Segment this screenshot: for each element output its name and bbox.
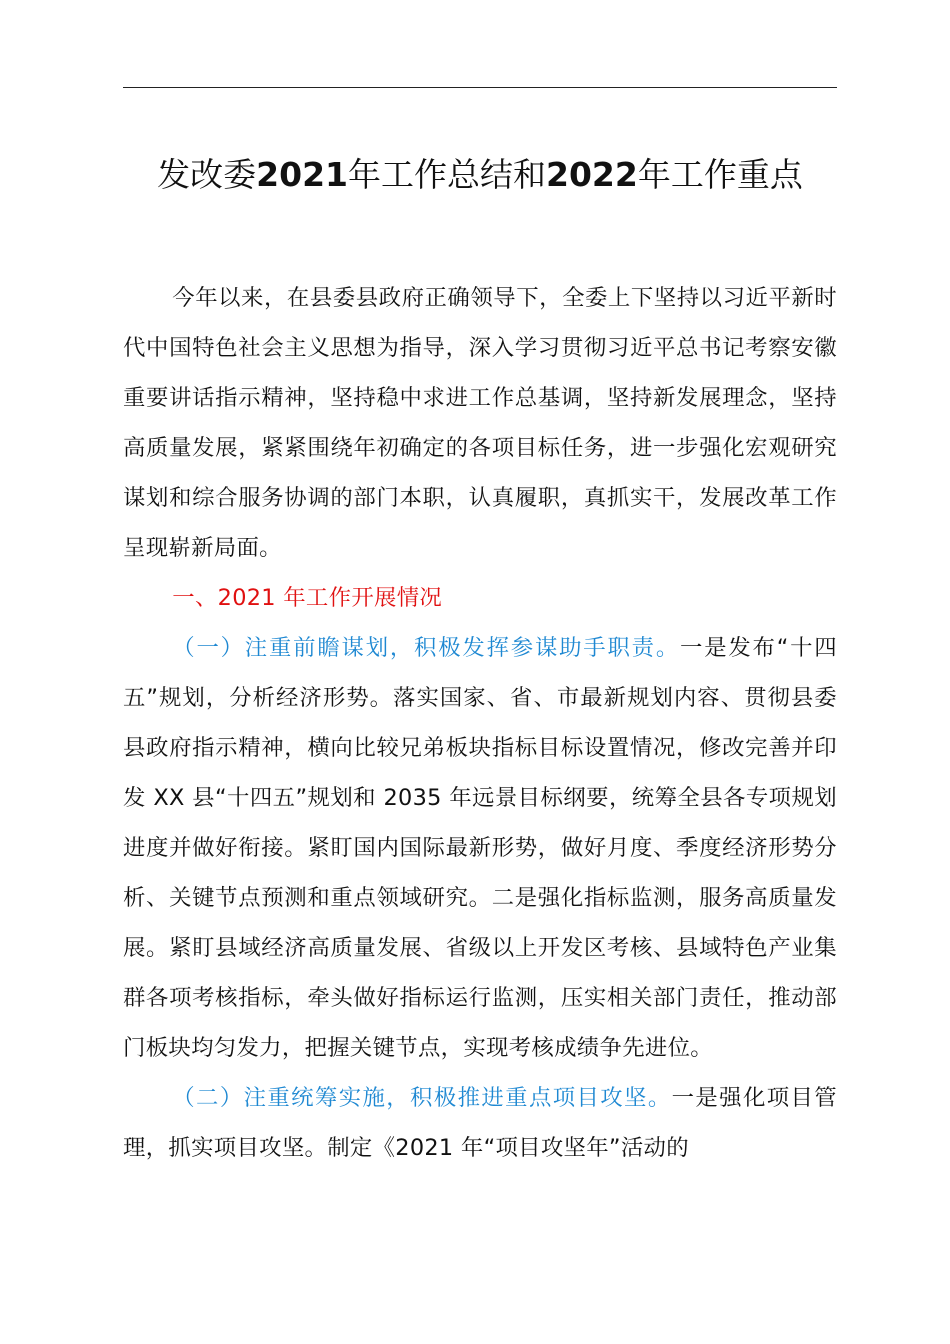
subsection-body-1: 一是发布“十四五”规划，分析经济形势。落实国家、省、市最新规划内容、贯彻县委县政府指示精神，横向比较兄弟板块指标目标设置情况，修改完善并印发 XX 县“十四五”规划和 2035 年远景目标纲要，统筹全县各专项规划进度并做好衔接。紧盯国内国际最新形势，做好月度、季度经济形势分析、关键节点预测和重点领域研究。二是强化指标监测，服务高质量发展。紧盯县域经济高质量发展、省级以上开发区考核、县域特色产业集群各项考核指标，牵头做好指标运行监测，压实相关部门责任，推动部门板块均匀发力，把握关键节点，实现考核成绩争先进位。 (123, 635, 837, 1061)
subsection-heading-1: （一）注重前瞻谋划，积极发挥参谋助手职责。 (172, 635, 681, 661)
subsection-body-2: 一是强化项目管理，抓实项目攻坚。制定《2021 年“项目攻坚年”活动的 (123, 1085, 837, 1161)
subsection-paragraph-2 (123, 1073, 837, 1173)
title-part2: 年工作总结和 (348, 155, 546, 194)
title-year2: 2022 (546, 155, 638, 194)
header-rule (123, 87, 837, 88)
title-year1: 2021 (256, 155, 348, 194)
section-heading-1: 一、2021 年工作开展情况 (172, 585, 443, 611)
subsection-heading-2: （二）注重统筹实施，积极推进重点项目攻坚。 (172, 1085, 672, 1111)
subsection-paragraph-1 (123, 623, 837, 1073)
title-part1: 发改委 (157, 155, 257, 194)
intro-paragraph: 今年以来，在县委县政府正确领导下，全委上下坚持以习近平新时代中国特色社会主义思想为指导，深入学习贯彻习近平总书记考察安徽重要讲话指示精神，坚持稳中求进工作总基调，坚持新发展理念，坚持高质量发展，紧紧围绕年初确定的各项目标任务，进一步强化宏观研究谋划和综合服务协调的部门本职，认真履职，真抓实干，发展改革工作呈现崭新局面。 (123, 285, 837, 561)
title-part3: 年工作重点 (637, 155, 803, 194)
document-body (123, 273, 837, 1173)
document-title (123, 150, 837, 200)
